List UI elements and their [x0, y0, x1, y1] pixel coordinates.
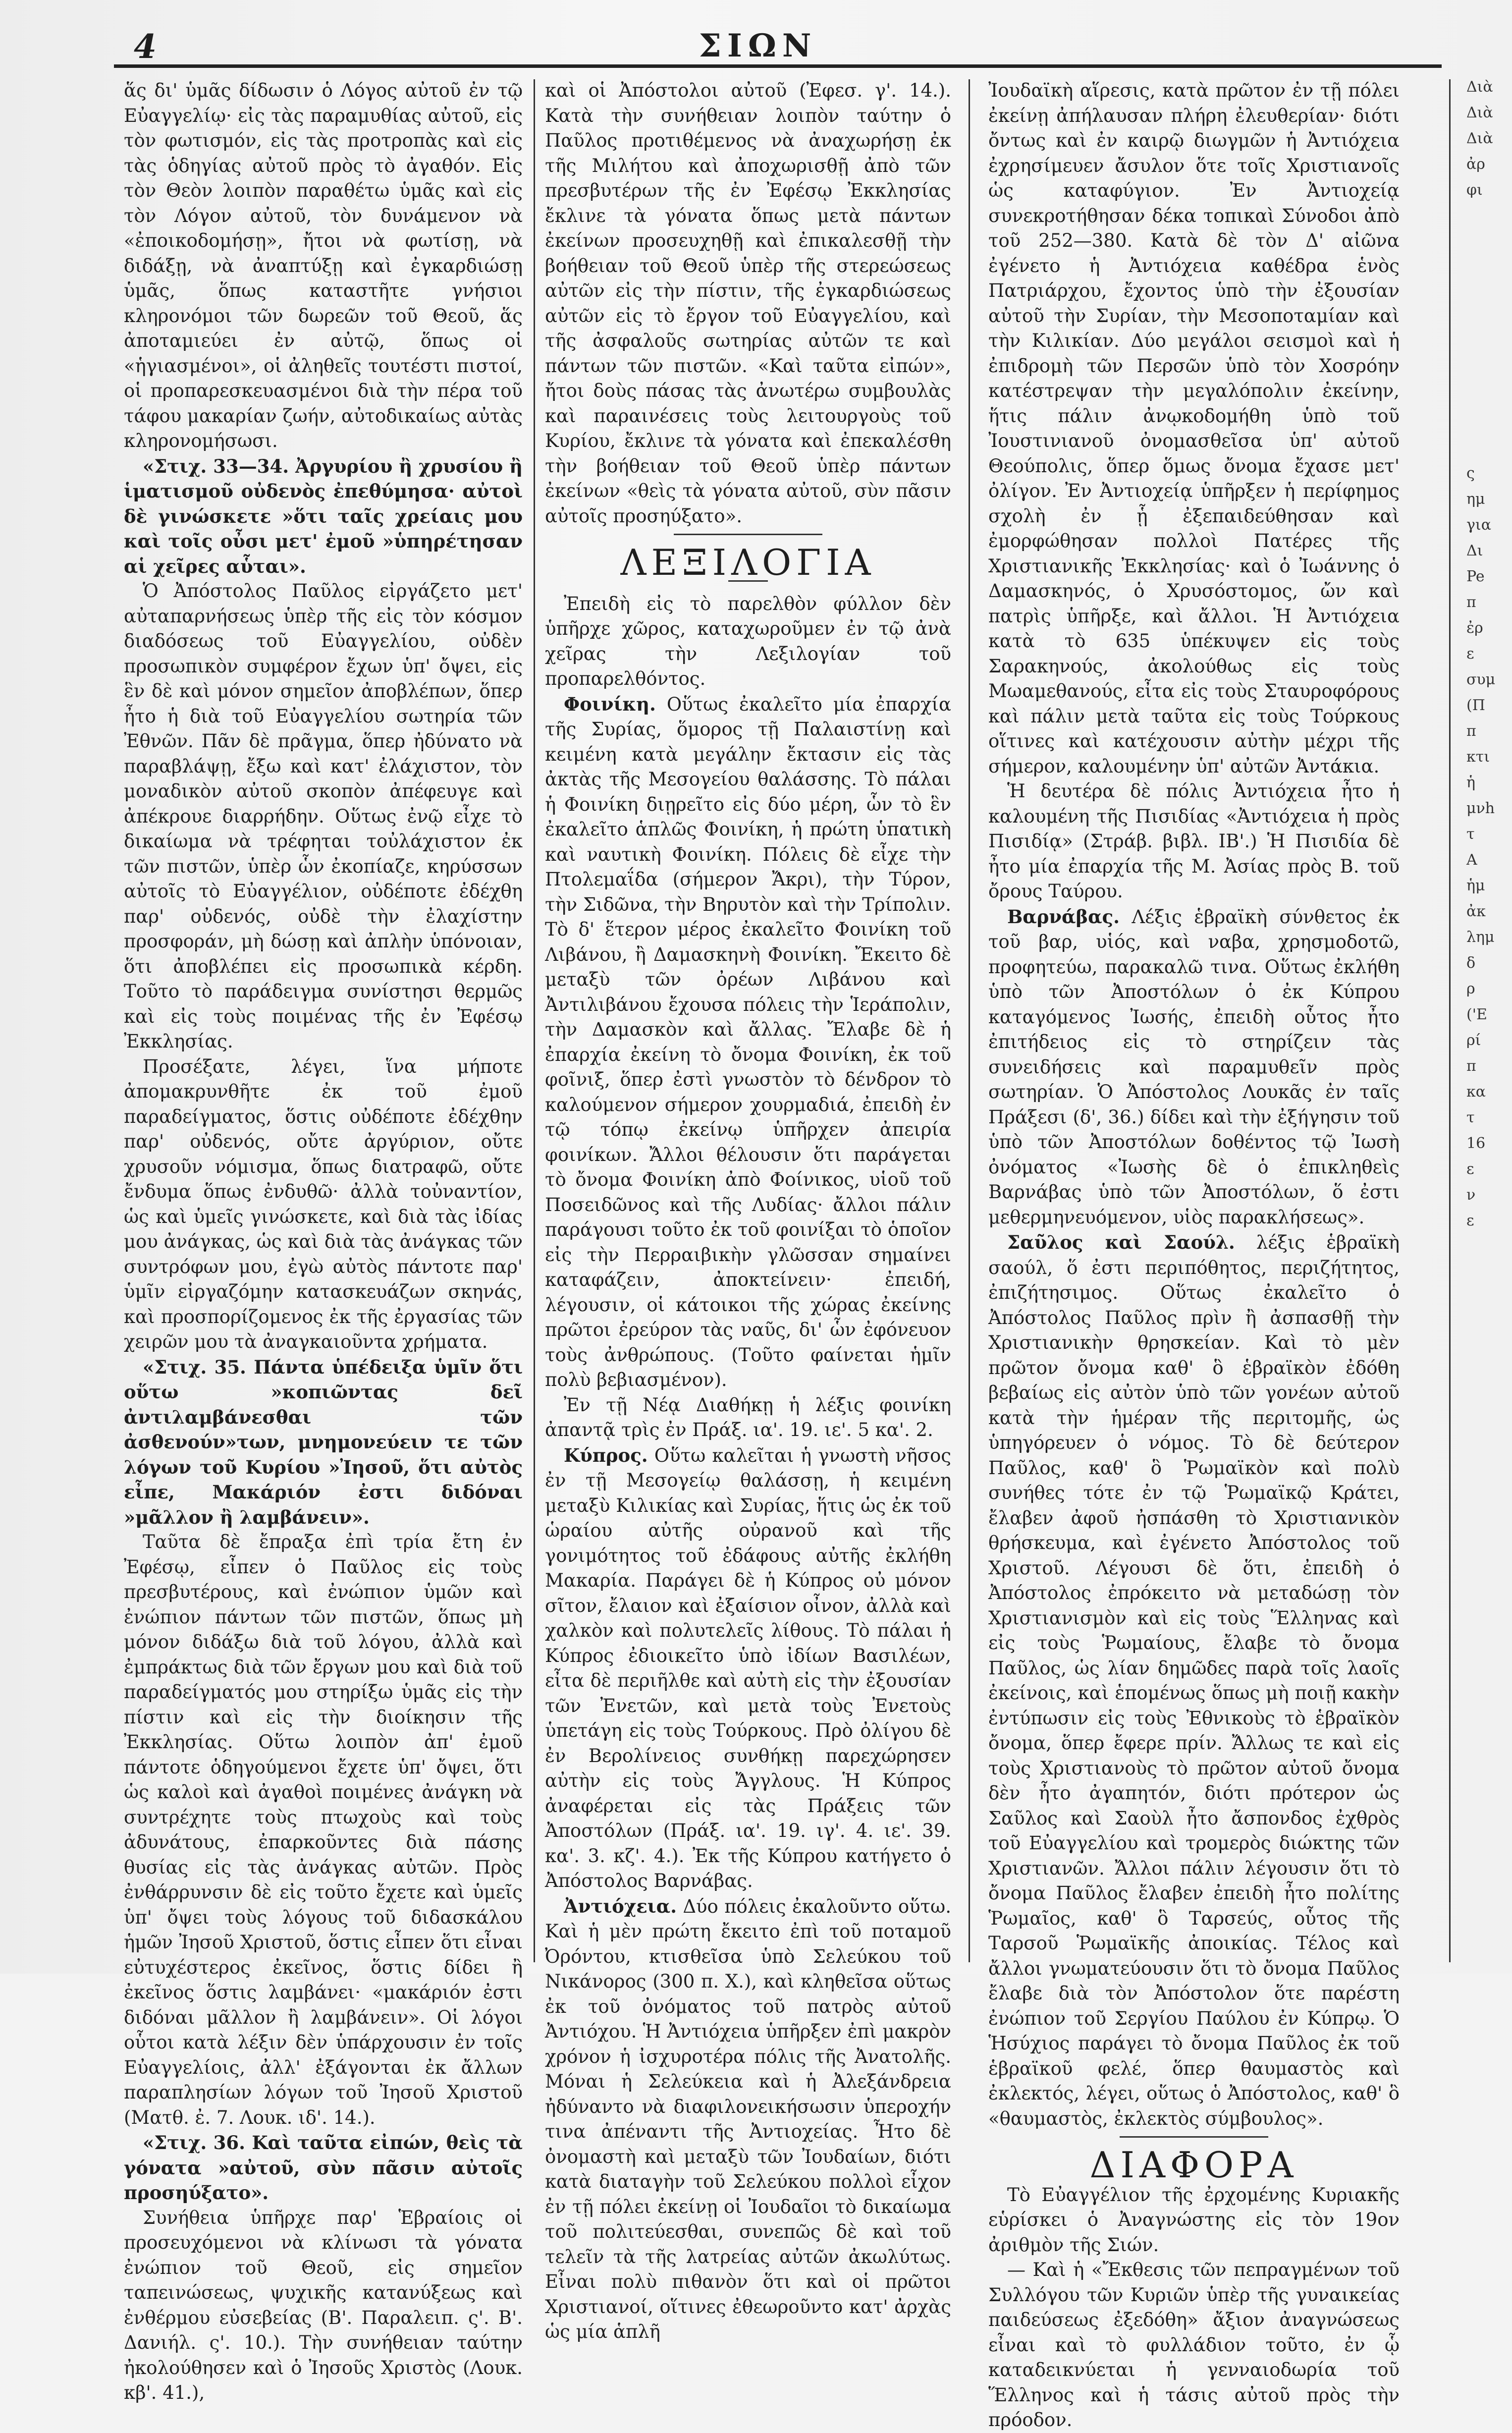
edge-fragment-line: λημ — [1466, 929, 1495, 946]
glossary-term: Κύπρος. — [564, 1444, 648, 1466]
paragraph: Συνήθεια ὑπῆρχε παρ' Ἑβραίοις οἱ προσευχόμενοι νὰ κλίνωσι τὰ γόνατα ἐνώπιον τοῦ Θεοῦ, εἰς σημεῖον ταπεινώσεως, ψυχικῆς κατανύξεως καὶ ἐνθέρμου εὐσεβείας (Β'. Παραλειπ. ς'. Β'. Δανιήλ. ς'. 10.). Τὴν συνήθειαν ταύτην ἠκολούθησεν καὶ ὁ Ἰησοῦς Χριστὸς (Λουκ. κβ'. 41.), — [124, 2207, 523, 2403]
paragraph: Ἐπειδὴ εἰς τὸ παρελθὸν φύλλον δὲν ὑπῆρχε χῶρος, καταχωροῦμεν ἐν τῷ ἀνὰ χεῖρας τὴν Λεξιλογίαν τοῦ προπαρελθόντος. — [545, 593, 951, 689]
edge-fragment-line: ημ — [1466, 491, 1485, 508]
edge-fragment-line — [1466, 255, 1512, 280]
page-number: 4 — [134, 27, 157, 66]
edge-fragment-line: κτι — [1466, 748, 1490, 766]
edge-fragment-line: δ — [1466, 954, 1476, 972]
column-3 — [988, 78, 1400, 2431]
edge-fragment-line: 16 — [1466, 1135, 1486, 1152]
scripture-verse: «Στιχ. 35. Πάντα ὑπέδειξα ὑμῖν ὅτι οὕτω »κοπιῶντας δεῖ ἀντιλαμβάνεσθαι τῶν ἀσθενούν»των, μνημονεύειν τε τῶν λόγων τοῦ Κυρίου »Ἰησοῦ, ὅτι αὐτὸς εἶπε, Μακάριόν ἐστι διδόναι »μᾶλλον ἢ λαμβάνειν». — [124, 1356, 523, 1528]
glossary-definition: Δύο πόλεις ἐκαλοῦντο οὕτω. Καὶ ἡ μὲν πρώτη ἔκειτο ἐπὶ τοῦ ποταμοῦ Ὀρόντου, κτισθεῖσα ὑπὸ Σελεύκου τοῦ Νικάνορος (300 π. Χ.), καὶ κληθεῖσα οὕτως ἐκ τοῦ ὀνόματος τοῦ πατρὸς αὐτοῦ Ἀντιόχου. Ἡ Ἀντιόχεια ὑπῆρξεν ἐπὶ μακρὸν χρόνον ἡ ἰσχυροτέρα πόλις τῆς Ἀνατολῆς. Μόναι ἡ Σελεύκεια καὶ ἡ Ἀλεξάνδρεια ἠδύναντο νὰ διαφιλονεικήσωσιν ὑπεροχήν τινα ἀπέναντι τῆς Ἀντιοχείας. Ἦτο δὲ ὀνομαστὴ καὶ μεταξὺ τῶν Ἰουδαίων, διότι κατὰ διαταγὴν τοῦ Σελεύκου πολλοὶ εἶχον ἐν τῇ πόλει ἐκείνῃ οἱ Ἰουδαῖοι τὸ δικαίωμα τοῦ πολιτεύεσθαι, συνεπῶς δὲ καὶ τοῦ τελεῖν τὰ τῆς λατρείας αὐτῶν ἀκωλύτως. Εἶναι πολὺ πιθανὸν ὅτι καὶ οἱ πρῶτοι Χριστιανοί, οἵτινες ἐθεωροῦντο κατ' ἀρχὰς ὡς μία ἁπλῆ — [545, 1895, 951, 2342]
paragraph: Ὁ Ἀπόστολος Παῦλος εἰργάζετο μετ' αὐταπαρνήσεως ὑπὲρ τῆς εἰς τὸν κόσμον διαδόσεως τοῦ Εὐαγγελίου, οὐδὲν προσωπικὸν συμφέρον ἔχων ὑπ' ὄψει, εἰς ἓν δὲ καὶ μόνον σημεῖον ἀποβλέπων, ὅπερ ἦτο ἡ διὰ τοῦ Εὐαγγελίου σωτηρία τῶν Ἐθνῶν. Πᾶν δὲ πρᾶγμα, ὅπερ ἠδύνατο νὰ παραβλάψῃ, ἔξω καὶ κατ' ἐλάχιστον, τὸν μοναδικὸν αὐτοῦ σκοπὸν ἀπέφευγε καὶ ἀπέκρουε διαρρήδην. Οὕτως ἐνῷ εἶχε τὸ δικαίωμα νὰ τρέφηται τοὐλάχιστον ἐκ τῶν πιστῶν, ὑπὲρ ὧν ἐκοπίαζε, κηρύσσων αὐτοῖς τὸ Εὐαγγέλιον, οὐδέποτε ἐδέχθη παρ' οὐδενός, οὐδὲ τὴν ἐλαχίστην προσφοράν, μὴ δώσῃ καὶ ἀπλὴν ὑπόνοιαν, ὅτι ἀποβλέπει εἰς προσωπικὰ κέρδη. Τοῦτο τὸ παράδειγμα συνίστησι θερμῶς καὶ εἰς τοὺς ποιμένας τῆς ἐν Ἐφέσῳ Ἐκκλησίας. — [124, 580, 523, 1052]
edge-fragment-line: Διὰ — [1466, 130, 1493, 147]
glossary-entry — [545, 1894, 951, 2345]
paragraph: Ἐν τῇ Νέᾳ Διαθήκῃ ἡ λέξις φοινίκη ἀπαντᾷ τρὶς ἐν Πράξ. ια'. 19. ιε'. 5 κα'. 2. — [545, 1394, 951, 1440]
edge-fragment-line: π — [1466, 1057, 1476, 1075]
paragraph: Προσέξατε, λέγει, ἵνα μήποτε ἀπομακρυνθῆτε ἐκ τοῦ ἐμοῦ παραδείγματος, ὅστις οὐδέποτε ἐδέχθην παρ' οὐδενός, οὔτε ἀργύριον, οὔτε χρυσοῦν νόμισμα, ὅπως διατραφῶ, οὔτε ἔνδυμα ὅπως ἐνδυθῶ· ἀλλὰ τοὐναντίον, ὡς καὶ ὑμεῖς γινώσκετε, καὶ διὰ τὰς ἰδίας μου ἀνάγκας, ὡς καὶ διὰ τὰς ἀνάγκας τῶν συντρόφων μου, ἐγὼ αὐτὸς πάντοτε παρ' ὑμῖν εἰργαζόμην κατασκευάζων σκηνάς, καὶ προσπορίζομενος ἐκ τῆς ἐργασίας τῶν χειρῶν μου τὰ ἀναγκαιοῦντα χρήματα. — [124, 1055, 523, 1352]
edge-fragment-line — [1466, 280, 1512, 306]
edge-fragment-line — [1466, 384, 1512, 409]
edge-fragment-line: κα — [1466, 1083, 1486, 1101]
edge-fragment-line: ε — [1466, 1212, 1474, 1229]
edge-fragment-line — [1466, 203, 1512, 229]
scripture-verse: «Στιχ. 33—34. Ἀργυρίου ἢ χρυσίου ἢ ἱματισμοῦ οὐδενὸς ἐπεθύμησα· αὐτοὶ δὲ γινώσκετε »ὅτι ταῖς χρείαις μου καὶ τοῖς οὖσι μετ' ἐμοῦ »ὑπηρέτησαν αἱ χεῖρες αὗται». — [124, 455, 523, 577]
edge-fragment-line: ἐρ — [1466, 619, 1483, 637]
header-rule — [114, 64, 1442, 68]
edge-fragment-line: ἀρ — [1466, 156, 1485, 173]
glossary-term: Σαῦλος καὶ Σαούλ. — [1007, 1231, 1235, 1253]
adjacent-page-fragment — [1466, 74, 1512, 1972]
glossary-definition: Λέξις ἑβραϊκὴ σύνθετος ἐκ τοῦ βαρ, υἱός, καὶ ναβα, χρησμοδοτῶ, προφητεύω, παρακαλῶ τινα. Οὕτως ἐκλήθη ὑπὸ τῶν Ἀποστόλων ὁ ἐκ Κύπρου καταγόμενος Ἰωσής, ἐπειδὴ οὗτος ἦτο ἐπιτήδειος εἰς τὸ στηρίζειν τὰς συνειδήσεις καὶ παραμυθεῖν πρὸς σωτηρίαν. Ὁ Ἀπόστολος Λουκᾶς ἐν ταῖς Πράξεσι (δ', 36.) δίδει καὶ τὴν ἐξήγησιν τοῦ ὑπὸ τῶν Ἀποστόλων δοθέντος τῷ Ἰωσὴ ὀνόματος «Ἰωσὴς δὲ ὁ ἐπικληθεὶς Βαρνάβας ὑπὸ τῶν Ἀποστόλων, ὅ ἐστι μεθερμηνευόμενον, υἱὸς παρακλήσεως». — [988, 906, 1400, 1228]
glossary-term: Βαρνάβας. — [1007, 905, 1120, 928]
edge-fragment-line: Διὰ — [1466, 78, 1493, 96]
edge-fragment-line: ς — [1466, 465, 1475, 482]
edge-fragment-line — [1466, 306, 1512, 332]
glossary-entry — [545, 692, 951, 1393]
glossary-entry — [988, 1230, 1400, 2131]
edge-fragment-line: ε — [1466, 645, 1474, 663]
edge-fragment-line: Δι — [1466, 542, 1483, 559]
column-divider — [969, 79, 970, 1962]
edge-fragment-line: για — [1466, 516, 1491, 534]
edge-fragment-line: ('E — [1466, 1006, 1487, 1023]
edge-fragment-line: π — [1466, 722, 1476, 740]
section-title-lexilogia: ΛΕΞΙΛΟΓΙΑ — [620, 542, 876, 583]
section-rule — [1120, 2136, 1268, 2138]
edge-fragment-line — [1466, 229, 1512, 255]
edge-fragment-line: Pe — [1466, 568, 1485, 585]
edge-fragment-line: ἡ — [1466, 774, 1475, 791]
glossary-term: Ἀντιόχεια. — [564, 1895, 677, 1917]
edge-fragment-line — [1466, 358, 1512, 384]
edge-fragment-line: ἀκ — [1466, 903, 1486, 920]
glossary-entry — [988, 904, 1400, 1230]
section-title-diafora: ΔΙΑΦΟΡΑ — [1089, 2144, 1298, 2186]
glossary-term: Φοινίκη. — [564, 693, 656, 715]
paragraph: Ἡ δευτέρα δὲ πόλις Ἀντιόχεια ἦτο ἡ καλουμένη τῆς Πισιδίας «Ἀντιόχεια ἡ πρὸς Πισιδίᾳ» (Στράβ. βιβλ. ΙΒ'.) Ἡ Πισιδία δὲ ἦτο μία ἐπαρχία τῆς Μ. Ἀσίας πρὸς Β. τοῦ ὄρους Ταύρου. — [988, 780, 1400, 902]
edge-fragment-line: τ — [1466, 1109, 1475, 1126]
glossary-entry — [545, 1443, 951, 1894]
glossary-definition: Οὕτως ἐκαλεῖτο μία ἐπαρχία τῆς Συρίας, ὅμορος τῇ Παλαιστίνῃ καὶ κειμένη κατὰ μεγάλην ἔκτασιν εἰς τὰς ἀκτὰς τῆς Μεσογείου θαλάσσης. Τὸ πάλαι ἡ Φοινίκη διῃρεῖτο εἰς δύο μέρη, ὧν τὸ ἓν ἐκαλεῖτο ἁπλῶς Φοινίκη, ἡ πρώτη ὑπατικὴ καὶ ναυτικὴ Φοινίκη. Πόλεις δὲ εἶχε τὴν Πτολεμαΐδα (σήμερον Ἄκρι), τὴν Τύρον, τὴν Σιδῶνα, τὴν Βηρυτὸν καὶ τὴν Τρίπολιν. Τὸ δ' ἕτερον μέρος ἐκαλεῖτο Φοινίκη τοῦ Λιβάνου, ἢ Δαμασκηνὴ Φοινίκη. Ἔκειτο δὲ μεταξὺ τῶν ὀρέων Λιβάνου καὶ Ἀντιλιβάνου ἔχουσα πόλεις τὴν Ἱεράπολιν, τὴν Δαμασκὸν καὶ ἄλλας. Ἔλαβε δὲ ἡ ἐπαρχία ἐκείνη τὸ ὄνομα Φοινίκη, ἐκ τοῦ φοῖνιξ, ὅπερ ἐστὶ γνωστὸν τὸ δένδρον τὸ καλούμενον σήμερον χουρμαδιά, ἐπειδὴ ἐν τῷ τόπῳ ἐκείνῳ ὑπῆρχεν ἀπειρία φοινίκων. Ἄλλοι θέλουσιν ὅτι παράγεται τὸ ὄνομα Φοινίκη ἀπὸ Φοίνικος, υἱοῦ τοῦ Ποσειδῶνος καὶ τῆς Λυδίας· ἄλλοι πάλιν παράγουσι τοῦτο ἐκ τοῦ φοινίξαι τὸ ὁποῖον εἰς τὴν Περραιβικὴν γλῶσσαν σημαίνει καταφάζειν, ἀποκτείνειν· ἐπειδή, λέγουσιν, οἱ κάτοικοι τῆς χώρας ἐκείνης πρῶτοι ἐρεύρον τὰς ναῦς, δι' ὧν ἐφόνευον τοὺς ἀνθρώπους. (Τοῦτο φαίνεται ἡμῖν πολὺ βεβιασμένον). — [545, 693, 951, 1390]
edge-fragment-line: π — [1466, 594, 1476, 611]
paragraph: καὶ οἱ Ἀπόστολοι αὐτοῦ (Ἐφεσ. γ'. 14.). Κατὰ τὴν συνήθειαν λοιπὸν ταύτην ὁ Παῦλος προτιθέμενος νὰ ἀναχωρήσῃ ἐκ τῆς Μιλήτου καὶ ἀποχωρισθῇ ἀπὸ τῶν πρεσβυτέρων τῆς ἐν Ἐφέσῳ Ἐκκλησίας ἔκλινε τὰ γόνατα ὅπως μετὰ πάντων ἐκείνων προσευχηθῇ καὶ ἐπικαλεσθῇ τὴν βοήθειαν τοῦ Θεοῦ ὑπὲρ τῆς στερεώσεως αὐτῶν εἰς τὴν πίστιν, τῆς ἐγκαρδιώσεως αὐτῶν εἰς τὸ ἔργον τοῦ Εὐαγγελίου, καὶ τῆς ἀσφαλοῦς σωτηρίας αὐτῶν τε καὶ πάντων τῶν πιστῶν. «Καὶ ταῦτα εἰπών», ἤτοι δοὺς πάσας τὰς ἀνωτέρω συμβουλὰς καὶ παραινέσεις τοὺς λειτουργοὺς τοῦ Κυρίου, ἔκλινε τὰ γόνατα καὶ ἐπεκαλέσθη τὴν βοήθειαν τοῦ Θεοῦ ὑπὲρ πάντων ἐκείνων «θεὶς τὰ γόνατα αὐτοῦ, σὺν πᾶσιν αὐτοῖς προσηύξατο». — [545, 80, 951, 527]
column-divider — [534, 79, 535, 1962]
edge-fragment-line: τ — [1466, 826, 1475, 843]
paragraph: ἅς δι' ὑμᾶς δίδωσιν ὁ Λόγος αὐτοῦ ἐν τῷ Εὐαγγελίῳ· εἰς τὰς παραμυθίας αὐτοῦ, εἰς τὸν φωτισμόν, εἰς τὰς προτροπὰς καὶ εἰς τὰς ὁδηγίας αὐτοῦ πρὸς τὸ ἀγαθόν. Εἰς τὸν Θεὸν λοιπὸν παραθέτω ὑμᾶς καὶ εἰς τὸν Λόγον αὐτοῦ, τὸν δυνάμενον νὰ «ἐποικοδομήσῃ», ἤτοι νὰ φωτίσῃ, νὰ διδάξῃ, νὰ ἀναπτύξῃ καὶ ἐγκαρδιώσῃ ὑμᾶς, ὅπως καταστῆτε γνήσιοι κληρονόμοι τῶν δωρεῶν τοῦ Θεοῦ, ἅς ἀποταμιεύει ἐν αὐτῷ, ὅπως οἱ «ἡγιασμένοι», οἱ ἀληθεῖς τουτέστι πιστοί, οἱ προπαρεσκευασμένοι διὰ τὴν πέρα τοῦ τάφου μακαρίαν ζωήν, αὐτοδικαίως αὐτὰς κληρονομήσωσι. — [124, 80, 523, 451]
edge-fragment-line: Διὰ — [1466, 104, 1493, 121]
edge-fragment-line: μνh — [1466, 800, 1495, 817]
edge-fragment-line: ἡμ — [1466, 877, 1485, 894]
column-2 — [545, 78, 951, 2342]
column-divider — [1449, 79, 1451, 1962]
glossary-definition: λέξις ἑβραϊκὴ σαούλ, ὅ ἐστι περιπόθητος, περιζήτητος, ἐπιζήτησιμος. Οὕτως ἐκαλεῖτο ὁ Ἀπόστολος Παῦλος πρὶν ἢ ἀσπασθῇ τὴν Χριστιανικὴν θρησκείαν. Καὶ τὸ μὲν πρῶτον ὄνομα καθ' ὃ ἑβραϊκὸν ἐδόθη βεβαίως εἰς αὐτὸν ὑπὸ τῶν γονέων αὐτοῦ κατὰ τὴν ἡμέραν τῆς περιτομῆς, ὡς ὑπηγόρευεν ὁ νόμος. Τὸ δὲ δεύτερον Παῦλος, καθ' ὃ Ῥωμαϊκὸν καὶ πολὺ συνήθες τότε ἐν τῷ Ῥωμαϊκῷ Κράτει, ἔλαβεν ἀφοῦ ἠσπάσθη τὸ Χριστιανικὸν θρήσκευμα, καὶ ἐγένετο Ἀπόστολος τοῦ Χριστοῦ. Λέγουσι δὲ ὅτι, ἐπειδὴ ὁ Ἀπόστολος ἐπρόκειτο νὰ μεταδώσῃ τὸν Χριστιανισμὸν καὶ εἰς τοὺς Ἕλληνας καὶ εἰς τοὺς Ῥωμαίους, ἔλαβε τὸ ὄνομα Παῦλος, ὡς λίαν δημῶδες παρὰ τοῖς λαοῖς ἐκείνοις, καὶ ἑπομένως ὅπως μὴ ποιῇ κακὴν ἐντύπωσιν εἰς τοὺς Ἐθνικοὺς τὸ ἑβραϊκὸν ὄνομα, ὅπερ ἔφερε πρίν. Ἄλλως τε καὶ εἰς τοὺς Χριστιανοὺς τὸ πρῶτον αὐτοῦ ὄνομα δὲν ἦτο ἀγαπητόν, διότι πρότερον ὡς Σαῦλος καὶ Σαοὺλ ἦτο ἄσπονδος ἐχθρὸς τοῦ Εὐαγγελίου καὶ τρομερὸς διώκτης τῶν Χριστιανῶν. Ἄλλοι πάλιν λέγουσιν ὅτι τὸ ὄνομα Παῦλος ἔλαβεν ἐπειδὴ ἦτο πολίτης Ῥωμαῖος, καθ' ὃ Ταρσεύς, οὗτος τῆς Ταρσοῦ Ῥωμαϊκῆς ἀποικίας. Τέλος καὶ ἄλλοι γνωματεύουσιν ὅτι τὸ ὄνομα Παῦλος ἔλαβε διὰ τὸν Ἀπόστολον ὅτε παρέστη ἐνώπιον τοῦ Σεργίου Παύλου ἐν Κύπρῳ. Ὁ Ἡσύχιος παράγει τὸ ὄνομα Παῦλος ἐκ τοῦ ἑβραϊκοῦ φελέ, ὅπερ θαυμαστὸς καὶ ἐκλεκτός, λέγει, οὕτως ὁ Ἀπόστολος, καθ' ὃ «θαυμαστὸς, ἐκλεκτὸς σύμβουλος». — [988, 1232, 1400, 2129]
edge-fragment-line: Α — [1466, 851, 1477, 869]
news-item: Τὸ Εὐαγγέλιον τῆς ἐρχομένης Κυριακῆς εὑρίσκει ὁ Ἀναγνώστης εἰς τὸν 19ον ἀριθμὸν τῆς Σιών. — [988, 2184, 1400, 2256]
section-rule — [674, 534, 822, 535]
edge-fragment-line: ν — [1466, 1186, 1476, 1204]
scripture-verse: «Στιχ. 36. Καὶ ταῦτα εἰπών, θεὶς τὰ γόνατα »αὐτοῦ, σὺν πᾶσιν αὐτοῖς προσηύξατο». — [124, 2132, 523, 2204]
edge-fragment-line — [1466, 435, 1512, 461]
edge-fragment-line — [1466, 332, 1512, 358]
edge-fragment-line: (Π — [1466, 697, 1485, 714]
masthead-title: ΣΙΩΝ — [699, 27, 817, 64]
edge-fragment-line: φι — [1466, 181, 1483, 199]
paragraph: Ταῦτα δὲ ἔπραξα ἐπὶ τρία ἔτη ἐν Ἐφέσῳ, εἶπεν ὁ Παῦλος εἰς τοὺς πρεσβυτέρους, καὶ ἐνώπιον ὑμῶν καὶ ἐνώπιον πάντων τῶν πιστῶν, ὅπως μὴ μόνον διδάξω διὰ τοῦ λόγου, ἀλλὰ καὶ ἐμπράκτως διὰ τῶν ἔργων μου καὶ διὰ τοῦ παραδείγματός μου στηρίξω ὑμᾶς εἰς τὴν πίστιν καὶ εἰς τὴν διοίκησιν τῆς Ἐκκλησίας. Οὕτω λοιπὸν ἀπ' ἐμοῦ πάντοτε ὁδηγούμενοι ἔχετε ὑπ' ὄψει, ὅτι ὡς καλοὶ καὶ ἀγαθοὶ ποιμένες ἀνάγκη νὰ συντρέχητε τοὺς πτωχοὺς καὶ τοὺς ἀδυνάτους, ἐπαρκοῦντες διὰ πάσης θυσίας εἰς τὰς ἀνάγκας αὐτῶν. Πρὸς ἐνθάρρυνσιν δὲ εἰς τοῦτο ἔχετε καὶ ὑμεῖς ὑπ' ὄψει τοὺς λόγους τοῦ διδασκάλου ἡμῶν Ἰησοῦ Χριστοῦ, ὅστις εἶπεν ὅτι εἶναι εὐτυχέστερος ἐκεῖνος, ὅστις δίδει ἢ ἐκεῖνος ὅστις λαμβάνει· «μακάριόν ἐστι διδόναι μᾶλλον ἢ λαμβάνειν». Οἱ λόγοι οὗτοι κατὰ λέξιν δὲν ὑπάρχουσιν ἐν τοῖς Εὐαγγελίοις, ἀλλ' ἐξάγονται ἐκ ἄλλων παραπλησίων λόγων τοῦ Ἰησοῦ Χριστοῦ (Ματθ. ἐ. 7. Λουκ. ιδ'. 14.). — [124, 1531, 523, 2128]
edge-fragment-line: ρί — [1466, 1032, 1481, 1049]
column-1 — [124, 78, 523, 2403]
paragraph: Ἰουδαϊκὴ αἵρεσις, κατὰ πρῶτον ἐν τῇ πόλει ἐκείνῃ ἀπήλαυσαν πλήρη ἐλευθερίαν· διότι ὄντως καὶ ἐν καιρῷ διωγμῶν ἡ Ἀντιόχεια ἐχρησίμευεν ἄσυλον ὅτε τοῖς Χριστιανοῖς ὡς καταφύγιον. Ἐν Ἀντιοχείᾳ συνεκροτήθησαν δέκα τοπικαὶ Σύνοδοι ἀπὸ τοῦ 252—380. Κατὰ δὲ τὸν Δ' αἰῶνα ἐγένετο ἡ Ἀντιόχεια καθέδρα ἑνὸς Πατριάρχου, ἔχοντος ὑπὸ τὴν ἐξουσίαν αὐτοῦ τὴν Συρίαν, τὴν Μεσοποταμίαν καὶ τὴν Κιλικίαν. Δύο μεγάλοι σεισμοὶ καὶ ἡ ἐπιδρομὴ τῶν Περσῶν ὑπὸ τὸν Χοσρόην κατέστρεψαν τὴν μεγαλόπολιν ἐκείνην, ἥτις πάλιν ἀνῳκοδομήθη ὑπὸ τοῦ Ἰουστινιανοῦ ὀνομασθεῖσα ὑπ' αὐτοῦ Θεούπολις, ὅπερ ὅμως ὄνομα ἔχασε μετ' ὀλίγον. Ἐν Ἀντιοχείᾳ ὑπῆρξεν ἡ περίφημος σχολὴ ἐν ᾗ ἐξεπαιδεύθησαν καὶ ἐμορφώθησαν πολλοὶ Πατέρες τῆς Χριστιανικῆς Ἐκκλησίας· καὶ ὁ Ἰωάννης ὁ Δαμασκηνός, ὁ Χρυσόστομος, ὤν καὶ πατρὶς ὑπῆρξε, καὶ ἄλλοι. Ἡ Ἀντιόχεια κατὰ τὸ 635 ὑπέκυψεν εἰς τοὺς Σαρακηνούς, ἀκολούθως εἰς τοὺς Μωαμεθανούς, εἶτα εἰς τοὺς Σταυροφόρους καὶ πάλιν μετὰ ταῦτα εἰς τοὺς Τούρκους οἵτινες καὶ κατέχουσιν αὐτὴν μέχρι τῆς σήμερον, καλουμένην ὑπ' αὐτῶν Ἀντάκια. — [988, 80, 1400, 777]
edge-fragment-line: συμ — [1466, 671, 1496, 688]
edge-fragment-line: ρ — [1466, 980, 1475, 997]
glossary-definition: Οὕτω καλεῖται ἡ γνωστὴ νῆσος ἐν τῇ Μεσογείῳ θαλάσσῃ, ἡ κειμένη μεταξὺ Κιλικίας καὶ Συρίας, ἥτις ὡς ἐκ τοῦ ὡραίου αὐτῆς οὐρανοῦ καὶ τῆς γονιμότητος τοῦ ἐδάφους αὐτῆς ἐκλήθη Μακαρία. Παράγει δὲ ἡ Κύπρος οὐ μόνον σῖτον, ἔλαιον καὶ ἐξαίσιον οἶνον, ἀλλὰ καὶ χαλκὸν καὶ πολυτελεῖς λίθους. Τὸ πάλαι ἡ Κύπρος ἐδιοικεῖτο ὑπὸ ἰδίων Βασιλέων, εἶτα δὲ περιῆλθε καὶ αὐτὴ εἰς τὴν ἐξουσίαν τῶν Ἐνετῶν, καὶ μετὰ τοὺς Ἐνετοὺς ὑπετάγη εἰς τοὺς Τούρκους. Πρὸ ὀλίγου δὲ ἐν Βερολίνειος συνθήκῃ παρεχώρησεν αὐτὴν εἰς τοὺς Ἄγγλους. Ἡ Κύπρος ἀναφέρεται εἰς τὰς Πράξεις τῶν Ἀποστόλων (Πράξ. ια'. 19. ιγ'. 4. ιε'. 39. κα'. 3. κζ'. 4.). Ἐκ τῆς Κύπρου κατήγετο ὁ Ἀπόστολος Βαρνάβας. — [545, 1444, 951, 1891]
edge-fragment-line — [1466, 409, 1512, 435]
edge-fragment-line: ε — [1466, 1161, 1474, 1178]
news-item: — Καὶ ἡ «Ἔκθεσις τῶν πεπραγμένων τοῦ Συλλόγου τῶν Κυριῶν ὑπὲρ τῆς γυναικείας παιδεύσεως ἐξεδόθη» ἄξιον ἀναγνώσεως εἶναι καὶ τὸ φυλλάδιον τοῦτο, ἐν ᾧ καταδεικνύεται ἡ γενναιοδωρία τοῦ Ἕλληνος καὶ ἡ τάσις αὐτοῦ πρὸς τὴν πρόοδον. — [988, 2259, 1400, 2431]
